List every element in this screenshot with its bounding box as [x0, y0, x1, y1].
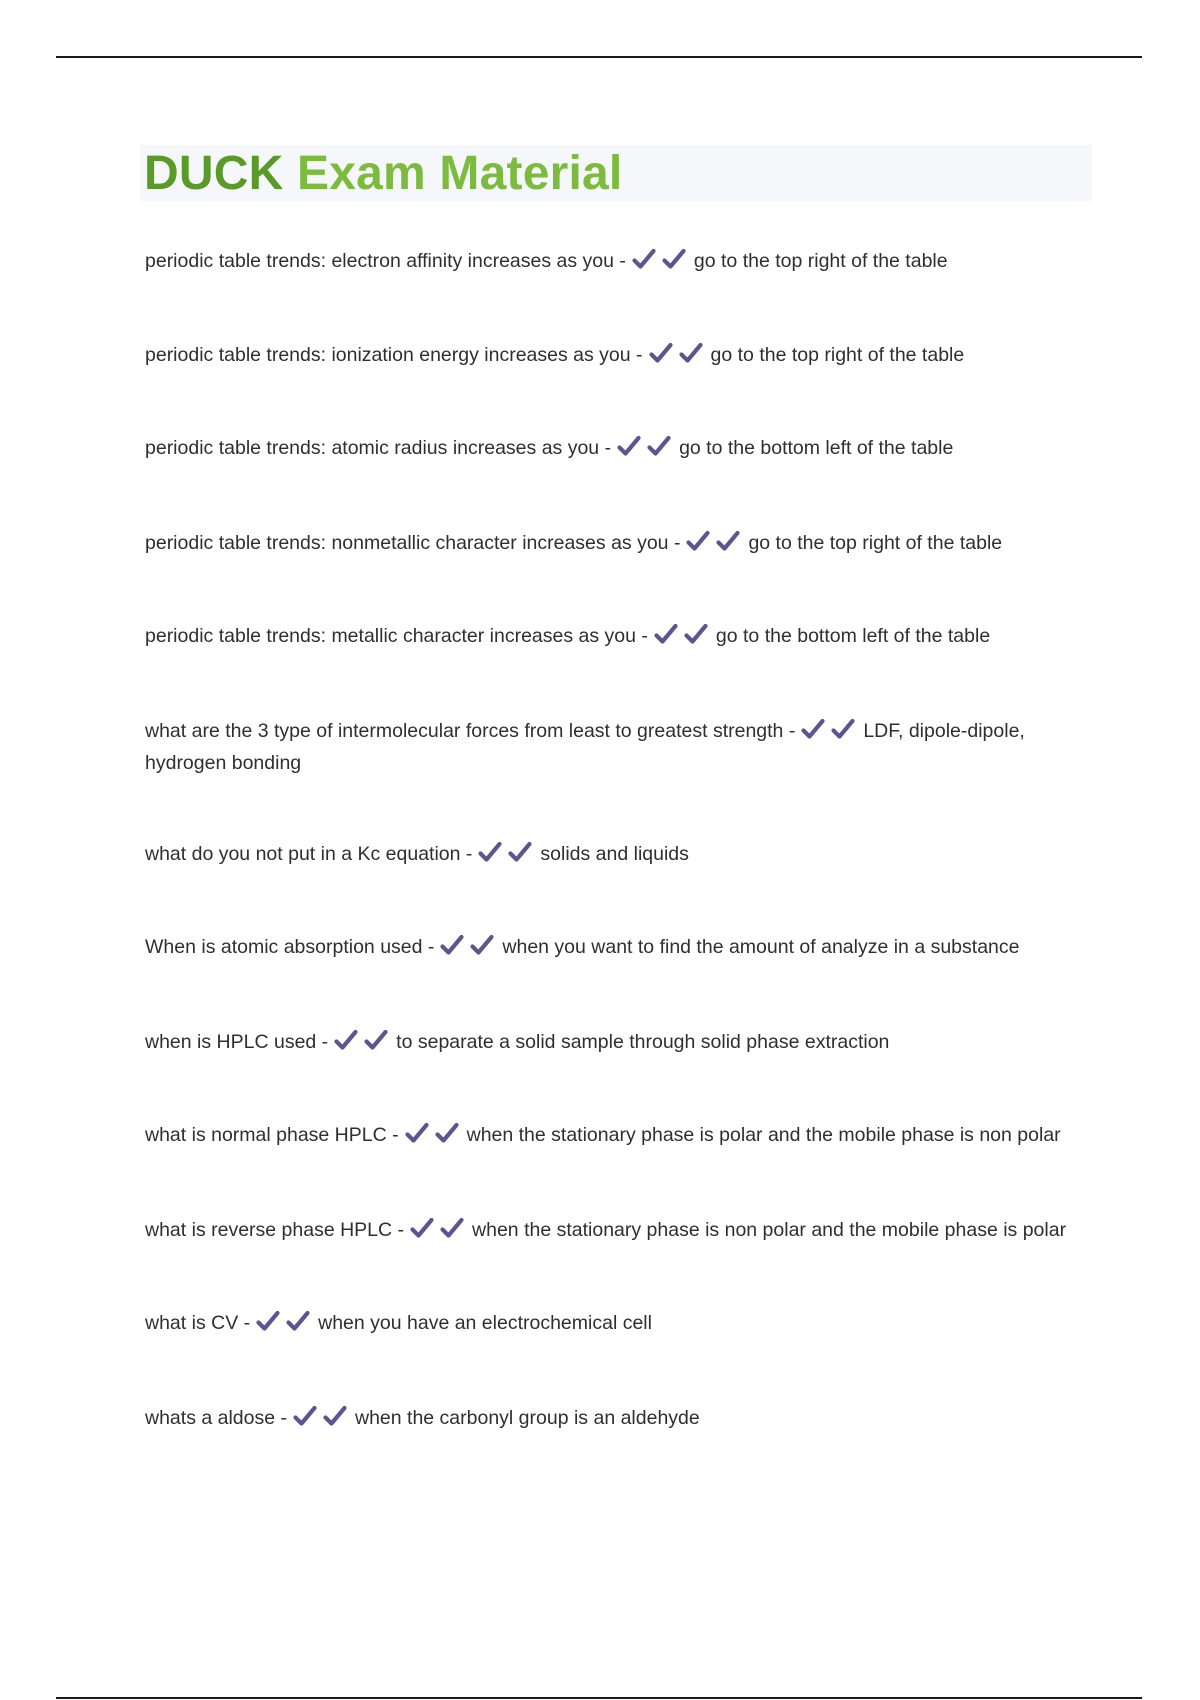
qa-item [145, 434, 1095, 466]
double-check-icon [293, 1405, 353, 1436]
check-icon [716, 530, 740, 552]
document-title [144, 146, 622, 202]
qa-item [145, 840, 1095, 872]
answer-text: go to the top right of the table [693, 250, 948, 272]
check-icon [323, 1405, 347, 1427]
check-icon [686, 530, 710, 552]
double-check-icon [410, 1217, 470, 1248]
double-check-icon [405, 1122, 465, 1153]
answer-text: go to the bottom left of the table [679, 437, 954, 459]
question-text: periodic table trends: metallic character increases as you - [145, 625, 648, 647]
check-icon [440, 934, 464, 956]
check-icon [286, 1310, 310, 1332]
answer-text: go to the top right of the table [710, 344, 965, 366]
question-text: periodic table trends: ionization energy increases as you - [145, 344, 643, 366]
check-icon [440, 1217, 464, 1239]
answer-text: when the carbonyl group is an aldehyde [355, 1407, 700, 1429]
qa-item [145, 341, 1095, 373]
title-word-duck: DUCK [144, 147, 284, 200]
question-text: what are the 3 type of intermolecular forces from least to greatest strength - [145, 720, 796, 742]
check-icon [662, 248, 686, 270]
check-icon [435, 1122, 459, 1144]
check-icon [508, 841, 532, 863]
qa-item [145, 1309, 1095, 1341]
double-check-icon [617, 435, 677, 466]
question-text: periodic table trends: atomic radius increases as you - [145, 437, 612, 459]
check-icon [470, 934, 494, 956]
top-rule [56, 56, 1142, 58]
double-check-icon [440, 934, 500, 965]
check-icon [256, 1310, 280, 1332]
question-text: when is HPLC used - [145, 1031, 329, 1053]
check-icon [410, 1217, 434, 1239]
answer-text: go to the bottom left of the table [715, 625, 991, 647]
question-text: what is reverse phase HPLC - [145, 1219, 405, 1241]
answer-text: to separate a solid sample through solid phase extraction [396, 1031, 890, 1053]
qa-item [145, 1404, 1095, 1436]
answer-text: when you have an electrochemical cell [318, 1312, 652, 1334]
question-text: periodic table trends: electron affinity increases as you - [145, 250, 626, 272]
double-check-icon [654, 623, 714, 654]
double-check-icon [801, 718, 861, 749]
question-text: what is CV - [145, 1312, 251, 1334]
check-icon [647, 435, 671, 457]
qa-item [145, 1216, 1095, 1248]
question-text: When is atomic absorption used - [145, 936, 435, 958]
check-icon [679, 342, 703, 364]
answer-text: when you want to find the amount of analyze in a substance [502, 936, 1020, 958]
check-icon [684, 623, 708, 645]
question-text: whats a aldose - [145, 1407, 287, 1429]
check-icon [293, 1405, 317, 1427]
double-check-icon [256, 1310, 316, 1341]
check-icon [801, 718, 825, 740]
double-check-icon [632, 248, 692, 279]
check-icon [364, 1029, 388, 1051]
double-check-icon [478, 841, 538, 872]
check-icon [632, 248, 656, 270]
double-check-icon [649, 342, 709, 373]
qa-item [145, 1121, 1095, 1153]
check-icon [334, 1029, 358, 1051]
answer-text: go to the top right of the table [748, 532, 1003, 554]
qa-item [145, 717, 1095, 778]
check-icon [478, 841, 502, 863]
question-text: what do you not put in a Kc equation - [145, 843, 473, 865]
qa-item [145, 247, 1095, 279]
check-icon [405, 1122, 429, 1144]
answer-text: LDF, dipole-dipole, hydrogen bonding [145, 720, 1025, 774]
question-text: what is normal phase HPLC - [145, 1124, 399, 1146]
answer-text: solids and liquids [540, 843, 689, 865]
double-check-icon [334, 1029, 394, 1060]
qa-item [145, 529, 1095, 561]
question-text: periodic table trends: nonmetallic character increases as you - [145, 532, 681, 554]
check-icon [831, 718, 855, 740]
bottom-rule [56, 1697, 1142, 1699]
title-words-exam-material: Exam Material [297, 147, 623, 200]
check-icon [649, 342, 673, 364]
qa-item [145, 622, 1095, 654]
answer-text: when the stationary phase is polar and the mobile phase is non polar [466, 1124, 1061, 1146]
check-icon [617, 435, 641, 457]
qa-item [145, 1028, 1095, 1060]
check-icon [654, 623, 678, 645]
answer-text: when the stationary phase is non polar and the mobile phase is polar [472, 1219, 1067, 1241]
double-check-icon [686, 530, 746, 561]
qa-item [145, 933, 1095, 965]
